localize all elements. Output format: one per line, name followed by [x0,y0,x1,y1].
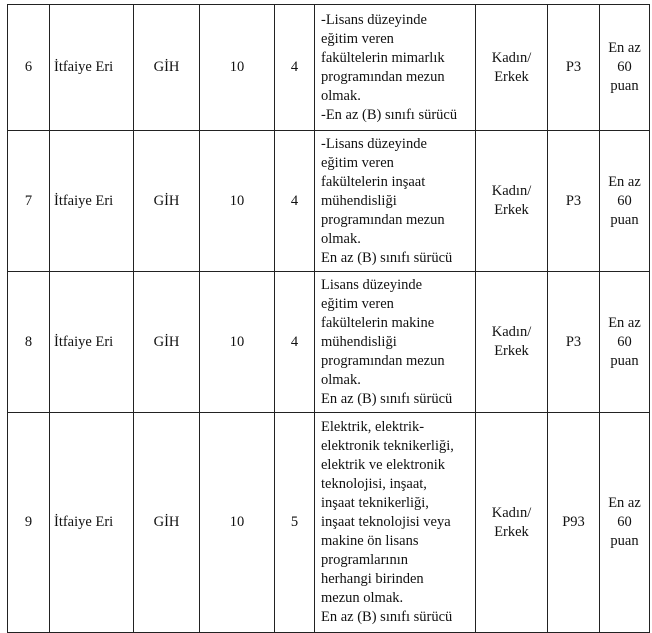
min-score-line: 60 [617,333,632,350]
requirements-line: olmak. [321,230,361,247]
score-type: P93 [548,413,600,633]
gender [476,5,548,131]
score-type: P3 [548,5,600,131]
table-row [8,413,650,633]
class-code: GİH [134,5,200,131]
min-score-line: En az [608,173,641,190]
class-code: GİH [134,272,200,413]
row-number: 7 [8,131,50,272]
gender [476,413,548,633]
gender-line: Erkek [494,202,529,218]
score-type: P3 [548,272,600,413]
table-row [8,272,650,413]
requirements-line: mezun olmak. [321,590,404,606]
requirements-line: eğitim veren [321,30,394,47]
gender-line: Erkek [494,523,529,540]
min-score-line: 60 [617,59,632,75]
requirements-line: En az (B) sınıfı sürücü [321,390,453,407]
degree: 10 [200,131,275,272]
gender-line: Kadın/ [491,504,532,521]
table-body [8,5,650,633]
table-row [8,5,650,131]
min-score [600,413,650,633]
score-type: P3 [548,131,600,272]
position-title: İtfaiye Eri [50,5,134,131]
requirements-line: -Lisans düzeyinde [321,135,427,152]
requirements-line: fakültelerin makine [321,314,435,331]
requirements [315,5,476,131]
requirements-line: olmak. [321,371,361,388]
requirements-line: -Lisans düzeyinde [321,11,427,28]
degree: 10 [200,5,275,131]
requirements-line: programından mezun [321,68,445,85]
gender-line: Kadın/ [491,49,532,66]
min-score-line: puan [610,352,639,369]
requirements-line: programından mezun [321,211,445,228]
quota: 4 [275,131,315,272]
requirements-line: mühendisliği [321,192,397,209]
requirements-line: fakültelerin inşaat [321,173,426,190]
requirements-line: fakültelerin mimarlık [321,49,445,66]
requirements-line: mühendisliği [321,333,397,350]
min-score [600,5,650,131]
degree: 10 [200,413,275,633]
requirements-line: eğitim veren [321,295,394,312]
requirements-line: En az (B) sınıfı sürücü [321,609,453,625]
class-code: GİH [134,131,200,272]
requirements-line: Lisans düzeyinde [321,276,423,293]
requirements-line: programlarının [321,552,408,568]
min-score-line: puan [610,211,639,228]
requirements-line: inşaat teknolojisi veya [321,514,451,530]
class-code: GİH [134,413,200,633]
min-score [600,272,650,413]
quota: 4 [275,5,315,131]
requirements-line: inşaat teknikerliği, [321,495,429,511]
row-number: 8 [8,272,50,413]
requirements-line: En az (B) sınıfı sürücü [321,249,453,266]
gender [476,272,548,413]
min-score-line: En az [608,495,641,511]
min-score-line: 60 [617,514,632,530]
degree: 10 [200,272,275,413]
position-title: İtfaiye Eri [50,272,134,413]
gender [476,131,548,272]
requirements-line: elektronik teknikerliği, [321,438,454,454]
gender-line: Erkek [494,68,529,85]
min-score-line: puan [610,533,639,549]
quota: 5 [275,413,315,633]
quota: 4 [275,272,315,413]
requirements-line: eğitim veren [321,154,394,171]
position-title: İtfaiye Eri [50,413,134,633]
gender-line: Erkek [494,343,529,359]
requirements-line: teknolojisi, inşaat, [321,476,427,492]
requirements [315,272,476,413]
gender-line: Kadın/ [491,183,532,199]
gender-line: Kadın/ [491,324,532,340]
table-row [8,131,650,272]
min-score-line: En az [608,40,641,56]
requirements [315,131,476,272]
requirements-line: Elektrik, elektrik- [321,419,425,435]
requirements-line: herhangi birinden [321,571,424,587]
min-score-line: puan [610,78,639,94]
min-score-line: 60 [617,192,632,209]
row-number: 9 [8,413,50,633]
requirements-line: elektrik ve elektronik [321,457,446,473]
requirements-line: -En az (B) sınıfı sürücü [321,106,458,123]
row-number: 6 [8,5,50,131]
positions-table [7,4,650,633]
min-score [600,131,650,272]
requirements [315,413,476,633]
requirements-line: makine ön lisans [321,533,419,549]
position-title: İtfaiye Eri [50,131,134,272]
min-score-line: En az [608,314,641,331]
requirements-line: olmak. [321,87,361,104]
requirements-line: programından mezun [321,352,445,369]
